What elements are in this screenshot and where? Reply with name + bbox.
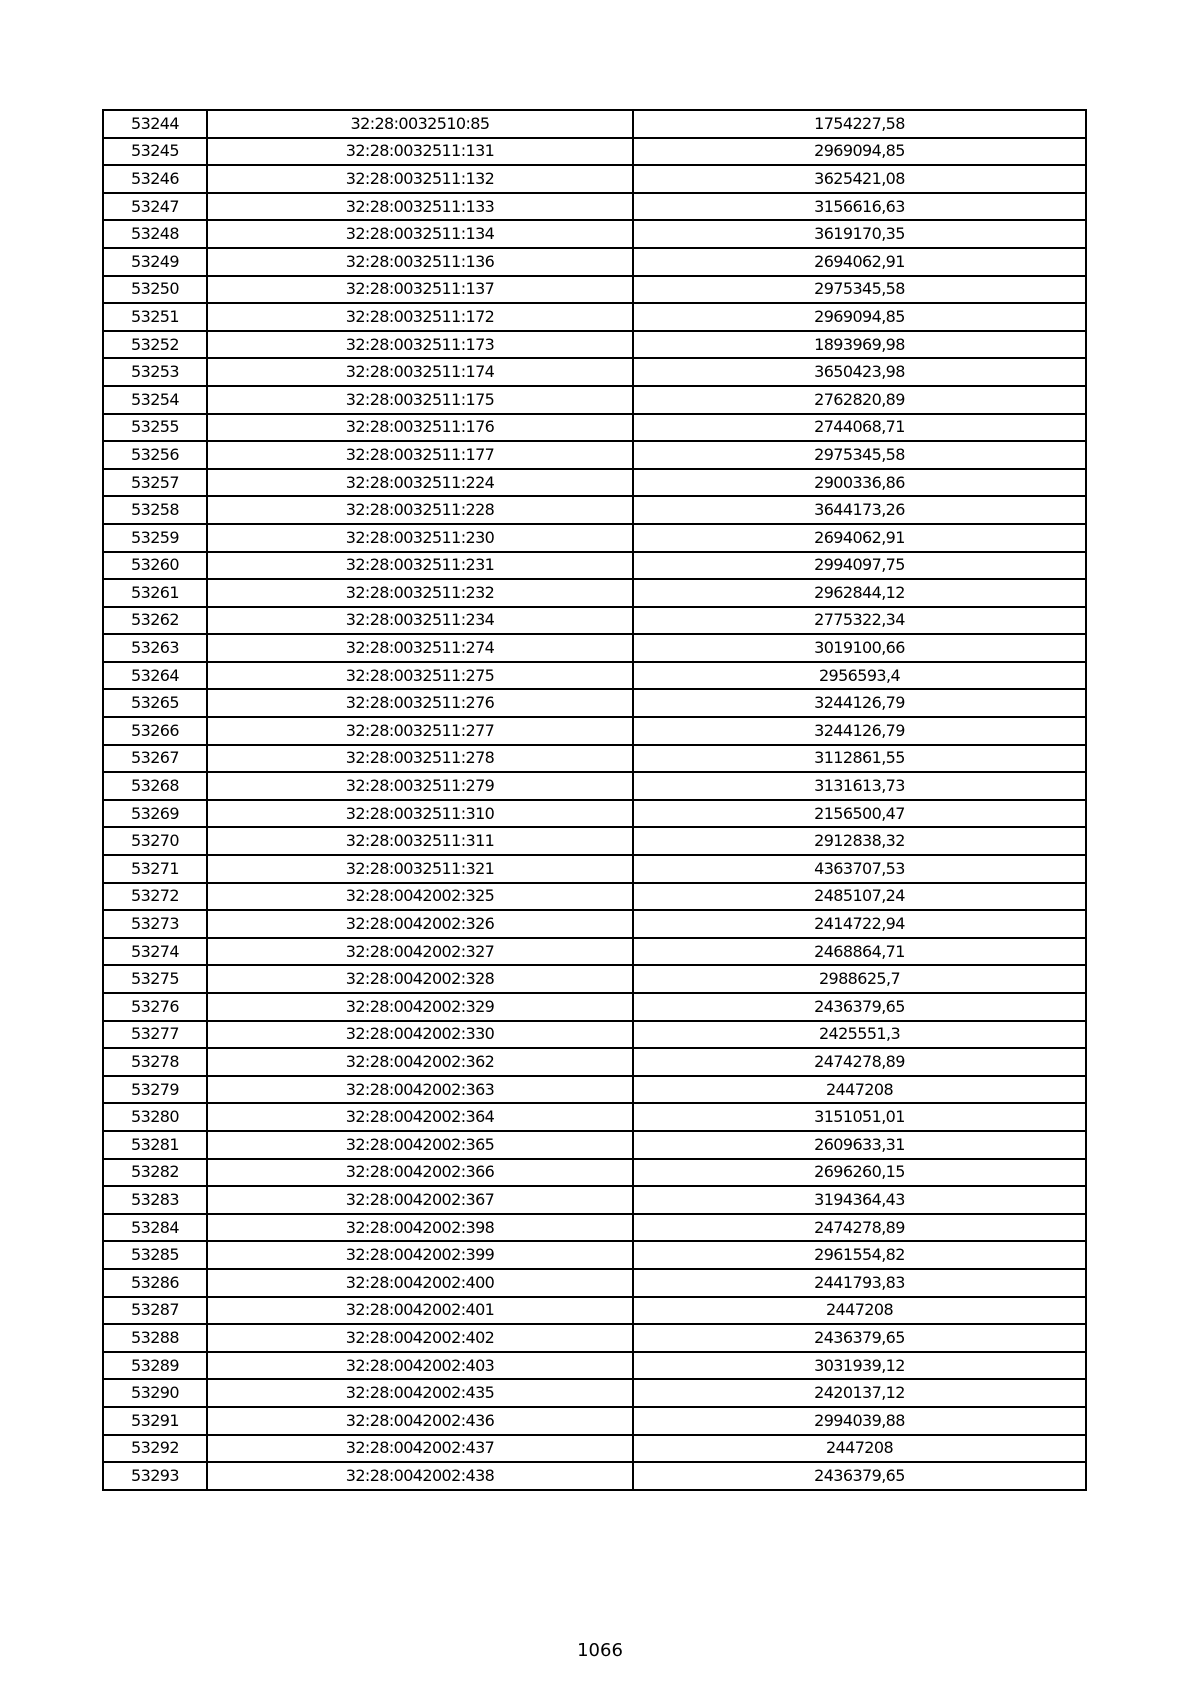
cadastral-value-cell: 2441793,83: [633, 1269, 1086, 1297]
cadastral-value-cell: 3194364,43: [633, 1186, 1086, 1214]
row-number-cell: 53254: [103, 386, 207, 414]
row-number-cell: 53265: [103, 689, 207, 717]
row-number-cell: 53246: [103, 165, 207, 193]
row-number-cell: 53264: [103, 662, 207, 690]
table-row: [103, 579, 1086, 607]
cadastral-number-cell: 32:28:0032511:310: [207, 800, 633, 828]
row-number-cell: 53259: [103, 524, 207, 552]
table-row: [103, 1103, 1086, 1131]
table-row: [103, 745, 1086, 773]
row-number-cell: 53261: [103, 579, 207, 607]
cadastral-number-cell: 32:28:0042002:325: [207, 883, 633, 911]
cadastral-value-cell: 2436379,65: [633, 1324, 1086, 1352]
cadastral-number-cell: 32:28:0042002:402: [207, 1324, 633, 1352]
table-row: [103, 634, 1086, 662]
table-row: [103, 607, 1086, 635]
cadastral-number-cell: 32:28:0032511:321: [207, 855, 633, 883]
cadastral-number-cell: 32:28:0032511:134: [207, 220, 633, 248]
cadastral-value-cell: 2474278,89: [633, 1214, 1086, 1242]
page-number: 1066: [577, 1640, 623, 1661]
cadastral-value-cell: 2961554,82: [633, 1241, 1086, 1269]
table-row: [103, 662, 1086, 690]
row-number-cell: 53258: [103, 496, 207, 524]
cadastral-number-cell: 32:28:0032511:275: [207, 662, 633, 690]
cadastral-number-cell: 32:28:0042002:403: [207, 1352, 633, 1380]
row-number-cell: 53245: [103, 138, 207, 166]
row-number-cell: 53278: [103, 1048, 207, 1076]
cadastral-value-cell: 2975345,58: [633, 441, 1086, 469]
cadastral-value-cell: 3156616,63: [633, 193, 1086, 221]
table-row: [103, 386, 1086, 414]
table-row: [103, 993, 1086, 1021]
cadastral-number-cell: 32:28:0032511:172: [207, 303, 633, 331]
table-row: [103, 138, 1086, 166]
cadastral-number-cell: 32:28:0032511:224: [207, 469, 633, 497]
row-number-cell: 53270: [103, 827, 207, 855]
cadastral-value-cell: 2744068,71: [633, 414, 1086, 442]
row-number-cell: 53251: [103, 303, 207, 331]
row-number-cell: 53244: [103, 110, 207, 138]
cadastral-number-cell: 32:28:0032511:276: [207, 689, 633, 717]
cadastral-number-cell: 32:28:0032511:175: [207, 386, 633, 414]
cadastral-number-cell: 32:28:0032511:230: [207, 524, 633, 552]
table-row: [103, 883, 1086, 911]
row-number-cell: 53255: [103, 414, 207, 442]
cadastral-value-cell: 2609633,31: [633, 1131, 1086, 1159]
table-row: [103, 193, 1086, 221]
cadastral-number-cell: 32:28:0032511:133: [207, 193, 633, 221]
table-row: [103, 910, 1086, 938]
table-row: [103, 1076, 1086, 1104]
cadastral-number-cell: 32:28:0042002:365: [207, 1131, 633, 1159]
cadastral-value-cell: 1893969,98: [633, 331, 1086, 359]
cadastral-value-cell: 3619170,35: [633, 220, 1086, 248]
cadastral-number-cell: 32:28:0042002:399: [207, 1241, 633, 1269]
row-number-cell: 53286: [103, 1269, 207, 1297]
cadastral-value-cell: 2414722,94: [633, 910, 1086, 938]
table-row: [103, 220, 1086, 248]
row-number-cell: 53252: [103, 331, 207, 359]
table-row: [103, 110, 1086, 138]
cadastral-number-cell: 32:28:0032511:132: [207, 165, 633, 193]
cadastral-value-cell: 2975345,58: [633, 276, 1086, 304]
row-number-cell: 53287: [103, 1297, 207, 1325]
row-number-cell: 53249: [103, 248, 207, 276]
row-number-cell: 53269: [103, 800, 207, 828]
table-row: [103, 496, 1086, 524]
table-row: [103, 1379, 1086, 1407]
table-row: [103, 303, 1086, 331]
cadastral-number-cell: 32:28:0042002:363: [207, 1076, 633, 1104]
cadastral-value-cell: 2694062,91: [633, 248, 1086, 276]
cadastral-value-cell: 3625421,08: [633, 165, 1086, 193]
table-row: [103, 717, 1086, 745]
cadastral-value-cell: 2474278,89: [633, 1048, 1086, 1076]
table-row: [103, 938, 1086, 966]
cadastral-value-cell: 3151051,01: [633, 1103, 1086, 1131]
cadastral-number-cell: 32:28:0042002:401: [207, 1297, 633, 1325]
row-number-cell: 53274: [103, 938, 207, 966]
table-row: [103, 965, 1086, 993]
table-row: [103, 1048, 1086, 1076]
table-row: [103, 1435, 1086, 1463]
table-row: [103, 414, 1086, 442]
cadastral-number-cell: 32:28:0042002:437: [207, 1435, 633, 1463]
cadastral-value-cell: 3650423,98: [633, 358, 1086, 386]
cadastral-number-cell: 32:28:0042002:329: [207, 993, 633, 1021]
table-row: [103, 689, 1086, 717]
table-row: [103, 524, 1086, 552]
row-number-cell: 53250: [103, 276, 207, 304]
row-number-cell: 53283: [103, 1186, 207, 1214]
cadastral-value-cell: 2156500,47: [633, 800, 1086, 828]
cadastral-value-cell: 2775322,34: [633, 607, 1086, 635]
table-row: [103, 1159, 1086, 1187]
cadastral-number-cell: 32:28:0042002:366: [207, 1159, 633, 1187]
cadastral-value-table: [102, 109, 1087, 1491]
row-number-cell: 53289: [103, 1352, 207, 1380]
table-row: [103, 165, 1086, 193]
row-number-cell: 53257: [103, 469, 207, 497]
cadastral-value-cell: 2468864,71: [633, 938, 1086, 966]
row-number-cell: 53273: [103, 910, 207, 938]
cadastral-number-cell: 32:28:0032511:274: [207, 634, 633, 662]
table-row: [103, 469, 1086, 497]
cadastral-value-cell: 2762820,89: [633, 386, 1086, 414]
cadastral-value-cell: 3019100,66: [633, 634, 1086, 662]
row-number-cell: 53275: [103, 965, 207, 993]
table-row: [103, 800, 1086, 828]
row-number-cell: 53247: [103, 193, 207, 221]
cadastral-value-cell: 2694062,91: [633, 524, 1086, 552]
row-number-cell: 53292: [103, 1435, 207, 1463]
table-row: [103, 358, 1086, 386]
table-row: [103, 827, 1086, 855]
row-number-cell: 53266: [103, 717, 207, 745]
row-number-cell: 53291: [103, 1407, 207, 1435]
row-number-cell: 53290: [103, 1379, 207, 1407]
cadastral-value-cell: 2969094,85: [633, 138, 1086, 166]
cadastral-value-cell: 2912838,32: [633, 827, 1086, 855]
row-number-cell: 53268: [103, 772, 207, 800]
table-body: [103, 110, 1086, 1490]
row-number-cell: 53277: [103, 1021, 207, 1049]
cadastral-value-cell: 2436379,65: [633, 993, 1086, 1021]
cadastral-value-cell: 4363707,53: [633, 855, 1086, 883]
row-number-cell: 53281: [103, 1131, 207, 1159]
cadastral-number-cell: 32:28:0032511:174: [207, 358, 633, 386]
cadastral-value-cell: 2447208: [633, 1297, 1086, 1325]
table-row: [103, 1462, 1086, 1490]
table-row: [103, 1324, 1086, 1352]
cadastral-number-cell: 32:28:0032511:177: [207, 441, 633, 469]
table-row: [103, 1214, 1086, 1242]
cadastral-number-cell: 32:28:0032511:311: [207, 827, 633, 855]
cadastral-value-cell: 2962844,12: [633, 579, 1086, 607]
row-number-cell: 53262: [103, 607, 207, 635]
table-row: [103, 331, 1086, 359]
cadastral-number-cell: 32:28:0032511:278: [207, 745, 633, 773]
table-row: [103, 1352, 1086, 1380]
cadastral-number-cell: 32:28:0032511:228: [207, 496, 633, 524]
cadastral-number-cell: 32:28:0032510:85: [207, 110, 633, 138]
cadastral-number-cell: 32:28:0032511:231: [207, 552, 633, 580]
cadastral-value-cell: 2994039,88: [633, 1407, 1086, 1435]
cadastral-value-cell: 2969094,85: [633, 303, 1086, 331]
cadastral-value-cell: 2956593,4: [633, 662, 1086, 690]
row-number-cell: 53280: [103, 1103, 207, 1131]
cadastral-value-cell: 3244126,79: [633, 689, 1086, 717]
cadastral-number-cell: 32:28:0042002:400: [207, 1269, 633, 1297]
cadastral-number-cell: 32:28:0042002:362: [207, 1048, 633, 1076]
table-row: [103, 552, 1086, 580]
table-row: [103, 772, 1086, 800]
row-number-cell: 53282: [103, 1159, 207, 1187]
row-number-cell: 53276: [103, 993, 207, 1021]
row-number-cell: 53285: [103, 1241, 207, 1269]
cadastral-number-cell: 32:28:0032511:137: [207, 276, 633, 304]
table-row: [103, 1131, 1086, 1159]
cadastral-value-cell: 2696260,15: [633, 1159, 1086, 1187]
cadastral-number-cell: 32:28:0032511:131: [207, 138, 633, 166]
cadastral-number-cell: 32:28:0032511:277: [207, 717, 633, 745]
cadastral-value-cell: 2425551,3: [633, 1021, 1086, 1049]
cadastral-number-cell: 32:28:0042002:326: [207, 910, 633, 938]
cadastral-number-cell: 32:28:0042002:435: [207, 1379, 633, 1407]
cadastral-number-cell: 32:28:0032511:279: [207, 772, 633, 800]
table-row: [103, 1241, 1086, 1269]
row-number-cell: 53279: [103, 1076, 207, 1104]
row-number-cell: 53267: [103, 745, 207, 773]
row-number-cell: 53256: [103, 441, 207, 469]
cadastral-number-cell: 32:28:0042002:367: [207, 1186, 633, 1214]
table-row: [103, 855, 1086, 883]
row-number-cell: 53293: [103, 1462, 207, 1490]
cadastral-value-cell: 3112861,55: [633, 745, 1086, 773]
table-row: [103, 1407, 1086, 1435]
cadastral-value-cell: 2485107,24: [633, 883, 1086, 911]
cadastral-number-cell: 32:28:0042002:438: [207, 1462, 633, 1490]
cadastral-number-cell: 32:28:0042002:328: [207, 965, 633, 993]
cadastral-value-cell: 2447208: [633, 1076, 1086, 1104]
row-number-cell: 53263: [103, 634, 207, 662]
cadastral-number-cell: 32:28:0042002:398: [207, 1214, 633, 1242]
row-number-cell: 53284: [103, 1214, 207, 1242]
row-number-cell: 53248: [103, 220, 207, 248]
cadastral-number-cell: 32:28:0032511:234: [207, 607, 633, 635]
cadastral-number-cell: 32:28:0032511:176: [207, 414, 633, 442]
cadastral-value-cell: 2436379,65: [633, 1462, 1086, 1490]
table-row: [103, 276, 1086, 304]
row-number-cell: 53271: [103, 855, 207, 883]
table-row: [103, 441, 1086, 469]
cadastral-number-cell: 32:28:0042002:436: [207, 1407, 633, 1435]
cadastral-value-cell: 3131613,73: [633, 772, 1086, 800]
table-row: [103, 1186, 1086, 1214]
cadastral-value-cell: 2994097,75: [633, 552, 1086, 580]
cadastral-value-cell: 2447208: [633, 1435, 1086, 1463]
table-row: [103, 1297, 1086, 1325]
cadastral-number-cell: 32:28:0042002:327: [207, 938, 633, 966]
cadastral-value-cell: 1754227,58: [633, 110, 1086, 138]
cadastral-value-cell: 3031939,12: [633, 1352, 1086, 1380]
row-number-cell: 53260: [103, 552, 207, 580]
cadastral-number-cell: 32:28:0032511:173: [207, 331, 633, 359]
cadastral-value-cell: 3644173,26: [633, 496, 1086, 524]
cadastral-number-cell: 32:28:0042002:330: [207, 1021, 633, 1049]
cadastral-value-cell: 2988625,7: [633, 965, 1086, 993]
cadastral-number-cell: 32:28:0042002:364: [207, 1103, 633, 1131]
cadastral-number-cell: 32:28:0032511:232: [207, 579, 633, 607]
table-row: [103, 1021, 1086, 1049]
table-row: [103, 248, 1086, 276]
row-number-cell: 53253: [103, 358, 207, 386]
row-number-cell: 53272: [103, 883, 207, 911]
cadastral-value-cell: 2420137,12: [633, 1379, 1086, 1407]
cadastral-value-cell: 2900336,86: [633, 469, 1086, 497]
row-number-cell: 53288: [103, 1324, 207, 1352]
cadastral-number-cell: 32:28:0032511:136: [207, 248, 633, 276]
cadastral-value-cell: 3244126,79: [633, 717, 1086, 745]
table-row: [103, 1269, 1086, 1297]
